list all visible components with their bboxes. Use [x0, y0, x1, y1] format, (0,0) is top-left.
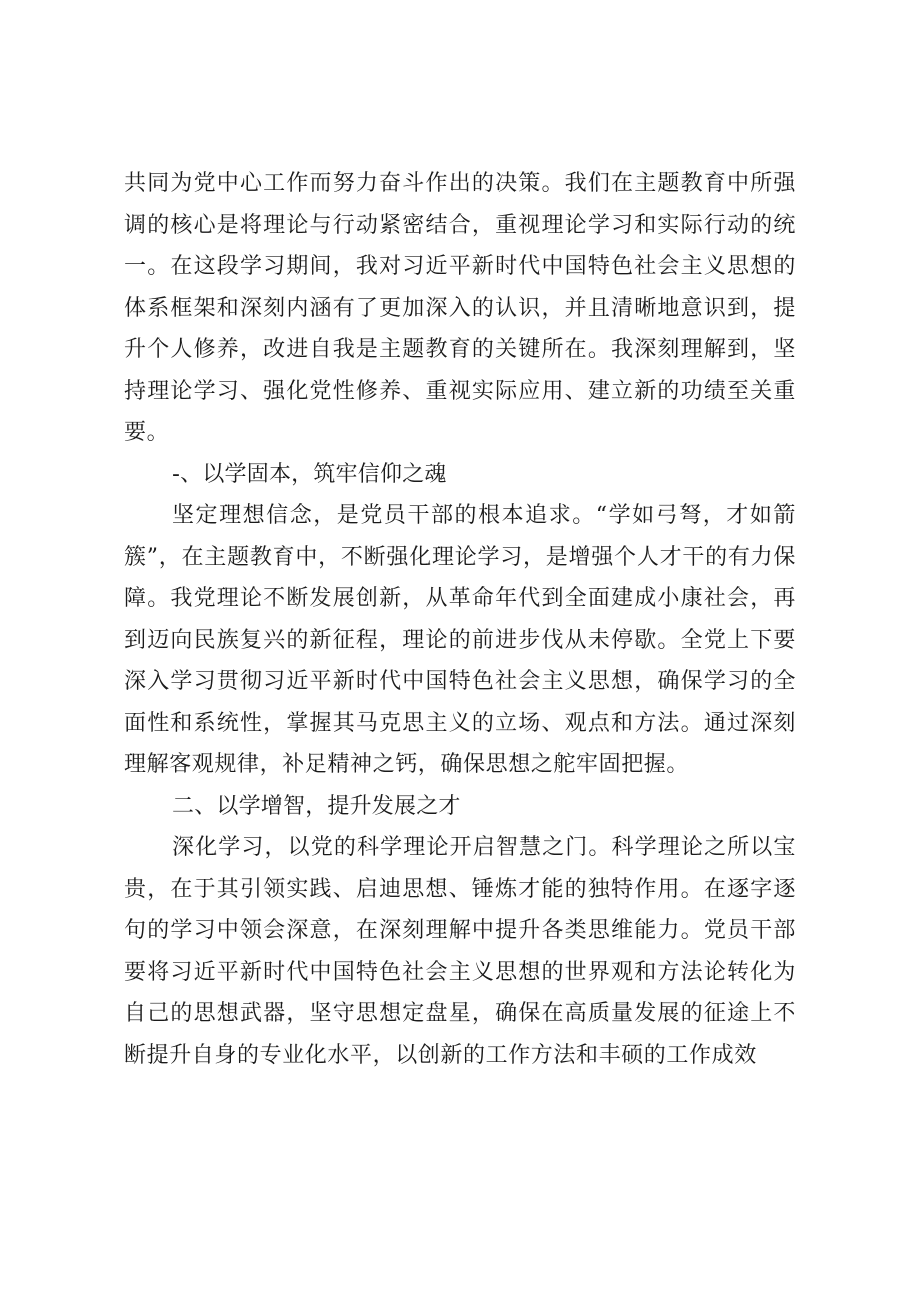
section-heading-2: 二、以学增智，提升发展之才 [172, 793, 461, 819]
paragraph-section-1: 坚定理想信念，是党员干部的根本追求。“学如弓弩，才如箭簇”，在主题教育中，不断强化理论学习，是增强个人才干的有力保障。我党理论不断发展创新，从革命年代到全面建成小康社会，再到迈向民族复兴的新征程，理论的前进步伐从未停歇。全党上下要深入学习贯彻习近平新时代中国特色社会主义思想，确保学习的全面性和系统性，掌握其马克思主义的立场、观点和方法。通过深刻理解客观规律，补足精神之钙，确保思想之舵牢固把握。 [124, 503, 796, 777]
paragraph-section-2: 深化学习，以党的科学理论开启智慧之门。科学理论之所以宝贵，在于其引领实践、启迪思想、锤炼才能的独特作用。在逐字逐句的学习中领会深意，在深刻理解中提升各类思维能力。党员干部要将习近平新时代中国特色社会主义思想的世界观和方法论转化为自己的思想武器，坚守思想定盘星，确保在高质量发展的征途上不断提升自身的专业化水平，以创新的工作方法和丰硕的工作成效 [124, 835, 796, 1068]
paragraph-intro: 共同为党中心工作而努力奋斗作出的决策。我们在主题教育中所强调的核心是将理论与行动紧密结合，重视理论学习和实际行动的统一。在这段学习期间，我对习近平新时代中国特色社会主义思想的体系框架和深刻内涵有了更加深入的认识，并且清晰地意识到，提升个人修养，改进自我是主题教育的关键所在。我深刻理解到，坚持理论学习、强化党性修养、重视实际应用、建立新的功绩至关重要。 [124, 171, 796, 445]
document-body [124, 163, 796, 1076]
section-heading-1: -、以学固本，筑牢信仰之魂 [172, 461, 447, 487]
